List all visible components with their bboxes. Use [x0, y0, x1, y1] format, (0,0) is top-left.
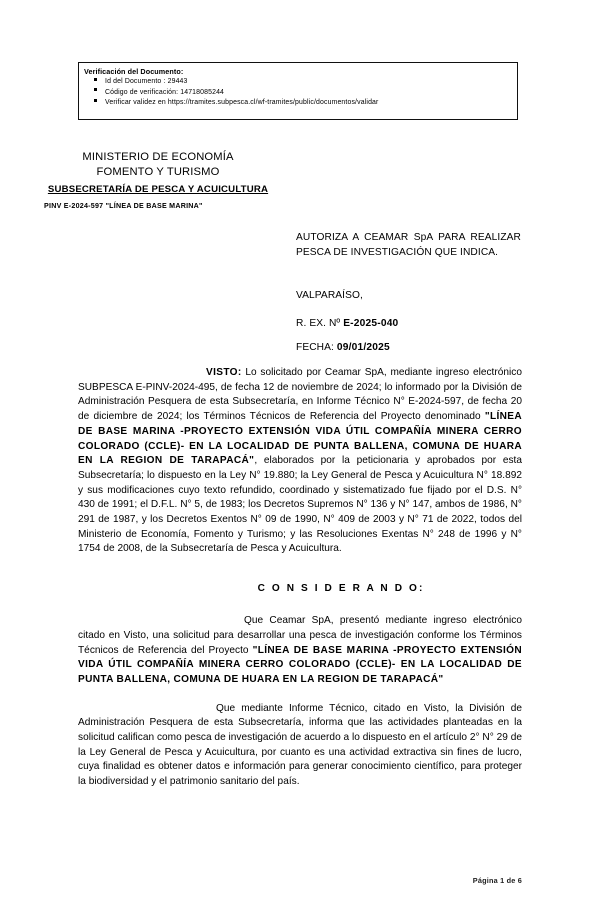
- resolution-subject-block: [296, 231, 521, 260]
- considerando-paragraph-1: [78, 614, 522, 688]
- document-body: [78, 366, 522, 790]
- considerando-1-project-name: "LÍNEA DE BASE MARINA -PROYECTO EXTENSIÓN VIDA ÚTIL COMPAÑÍA MINERA CERRO COLORADO (CCLE)- EN LA LOCALIDAD DE PUNTA BALLENA, COMUNA DE HUARA EN LA REGION DE TARAPACÁ": [78, 644, 522, 685]
- verification-title: Verificación del Documento:: [84, 67, 184, 76]
- ministry-line-2: FOMENTO Y TURISMO: [96, 165, 220, 178]
- considerando-2-text: Que mediante Informe Técnico, citado en Visto, la División de Administración Pesquera de esta Subsecretaría, informa que las actividades planteadas en la solicitud califican como pesca de investigación de acuerdo a lo dispuesto en el artículo 2° N° 29 de la Ley General de Pesca y Acuicultura, por cuanto es una actividad extractiva sin fines de lucro, cuya finalidad es obtener datos e información para generar conocimiento científico, para proteger la biodiversidad y el patrimonio sanitario del país.: [78, 702, 522, 788]
- visto-text-part-2: , elaborados por la peticionaria y aprobados por esta Subsecretaría; lo dispuesto en la Ley N° 19.880; la Ley General de Pesca y Acuicultura N° 18.892 y sus modificaciones cuyo texto refundido, coordinado y sistematizado fue fijado por el D.S. N° 430 de 1991; el D.F.L. N° 5, de 1983; los Decretos Supremos N° 136 y N° 147, ambos de 1986, N° 291 de 1987, y los Decretos Exentos N° 09 de 1990, N° 409 de 2003 y N° 71 de 2022, todos del Ministerio de Economía, Fomento y Turismo; y las Resoluciones Exentas N° 248 de 1996 y N° 1754 de 2008, de la Subsecretaría de Pesca y Acuicultura.: [78, 455, 522, 555]
- verification-item-url: Verificar validez en https://tramites.subpesca.cl/wf-tramites/public/documentos/validar: [105, 99, 379, 106]
- bullet-icon: [94, 78, 97, 81]
- resolution-date-value: 09/01/2025: [336, 342, 390, 353]
- resolution-number-label: R. EX. Nº: [296, 318, 341, 329]
- document-verification-box: [78, 62, 518, 120]
- visto-text-part-1: Lo solicitado por Ceamar SpA, mediante ingreso electrónico SUBPESCA E-PINV-2024-495, de fecha 12 de noviembre de 2024; lo informado por la División de Administración Pesquera de esta Subsecretaría, en Informe Técnico N° E-2024-597, de fecha 20 de diciembre de 2024; los Términos Técnicos de Referencia del Proyecto denominado: [78, 367, 522, 423]
- resolution-place: VALPARAÍSO,: [296, 290, 363, 301]
- verification-item-code: Código de verificación: 14718085244: [105, 88, 225, 96]
- spacer: [78, 594, 522, 614]
- resolution-date-label: FECHA:: [296, 342, 334, 353]
- list-item: [105, 98, 517, 109]
- visto-paragraph: [78, 366, 522, 557]
- resolution-number-value: E-2025-040: [343, 318, 399, 329]
- resolution-date-line: [296, 342, 390, 353]
- organization-header: [42, 150, 274, 212]
- considerando-1-text: Que Ceamar SpA, presentó mediante ingreso electrónico citado en Visto, una solicitud para desarrollar una pesca de investigación conforme los Términos Técnicos de Referencia del Proyecto: [78, 615, 522, 656]
- visto-heading: VISTO:: [206, 367, 242, 378]
- ministry-line-1: MINISTERIO DE ECONOMÍA: [82, 151, 234, 163]
- resolution-number-line: [296, 318, 398, 329]
- list-item: [105, 88, 517, 99]
- page-footer: Página 1 de 6: [472, 876, 522, 885]
- list-item: [105, 77, 517, 88]
- project-reference: PINV E-2024-597 "LÍNEA DE BASE MARINA": [44, 202, 203, 210]
- subsecretaria-heading: SUBSECRETARÍA DE PESCA Y ACUICULTURA: [47, 184, 269, 195]
- verification-list: [79, 77, 517, 109]
- considerando-heading: C O N S I D E R A N D O:: [257, 583, 425, 595]
- visto-project-name: "LÍNEA DE BASE MARINA -PROYECTO EXTENSIÓN VIDA ÚTIL COMPAÑÍA MINERA CERRO COLORADO (CCLE)- EN LA LOCALIDAD DE PUNTA BALLENA, COMUNA DE HUARA EN LA REGION DE TARAPACÁ": [78, 411, 522, 467]
- resolution-subject: AUTORIZA A CEAMAR SpA PARA REALIZAR PESCA DE INVESTIGACIÓN QUE INDICA.: [296, 232, 521, 258]
- bullet-icon: [94, 88, 97, 91]
- bullet-icon: [94, 99, 97, 102]
- considerando-paragraph-2: [78, 702, 522, 790]
- verification-item-id: Id del Documento : 29443: [105, 78, 188, 85]
